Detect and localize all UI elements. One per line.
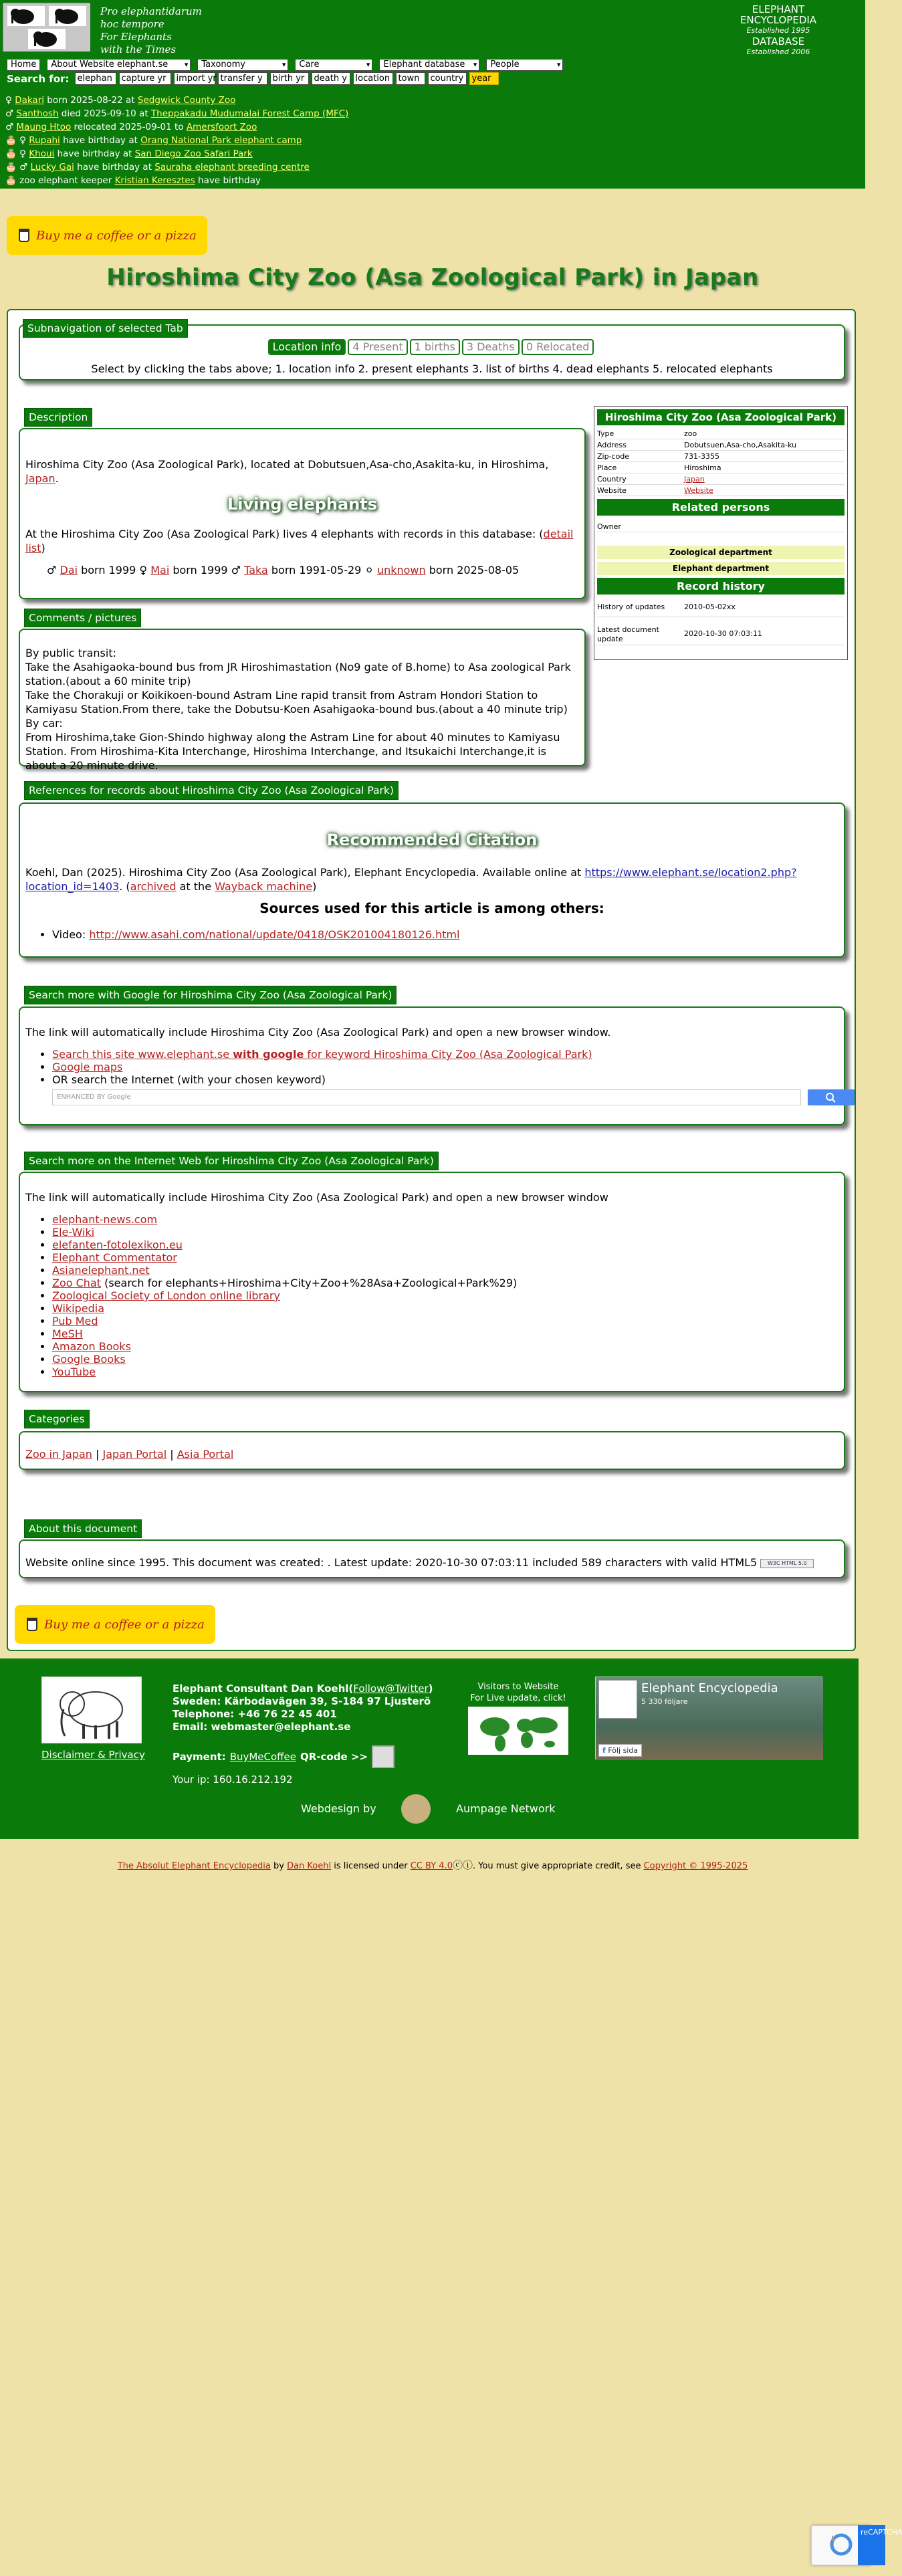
tab-births[interactable]: 1 births	[410, 339, 460, 355]
news-elephant-link[interactable]: Maung Htoo	[16, 122, 72, 132]
license-text: . You must give appropriate credit, see	[472, 1861, 644, 1871]
source-item	[52, 928, 459, 941]
elephant-link[interactable]: unknown	[376, 564, 426, 576]
elephant-list	[47, 563, 582, 577]
coffee-label: Buy me a coffee or a pizza	[36, 228, 197, 243]
home-button[interactable]: Home	[7, 59, 40, 71]
comments-text	[25, 646, 580, 772]
infobox-value: Dobutsuen,Asa-cho,Asakita-ku	[684, 441, 797, 449]
infobox-key: Latest document update	[597, 625, 659, 643]
country-link[interactable]: Japan	[25, 472, 55, 485]
infobox-row	[597, 597, 844, 617]
comment-line: Take the Chorakuji or Koikikoen-bound Astram Line rapid transit from Astram Hondori Station to Kamiyasu Station.From there, take the Dobutsu-Koen Asahigaoka-bound bus.(about a 40 minute trip)	[25, 689, 568, 716]
sources-list	[25, 928, 459, 941]
comment-line: From Hiroshima,take Gion-Shindo highway along the Astram Line for about 40 minutes to Kamiyasu Station. From Hiroshima-Kita Interchange, Hiroshima Interchange, and Itsukaichi Interchange,it is about a 20 minute drive.	[25, 731, 560, 772]
care-select[interactable]: Care ▾	[295, 59, 372, 71]
buymecoffee-link[interactable]: BuyMeCoffee	[229, 1751, 296, 1763]
subnav-instructions: Select by clicking the tabs above; 1. location info 2. present elephants 3. list of births 4. dead elephants 5. relocated elephants	[91, 362, 773, 375]
cc-license-link[interactable]: CC BY 4.0	[410, 1861, 453, 1871]
pubmed-link[interactable]: Pub Med	[52, 1315, 98, 1327]
internet-link-item	[52, 1366, 828, 1378]
internet-link-item	[52, 1239, 828, 1251]
birthday-cake-icon: 🎂 ♀	[5, 135, 26, 146]
buy-coffee-button-top[interactable]	[7, 216, 207, 255]
elephant-commentator-link[interactable]: Elephant Commentator	[52, 1251, 177, 1264]
google-search-box	[19, 1006, 845, 1125]
internet-search-label: OR search the Internet (with your chosen keyword)	[52, 1073, 326, 1086]
news-text: born 2025-08-22 at	[44, 95, 138, 106]
description-intro	[25, 457, 578, 486]
wayback-machine-link[interactable]: Wayback machine	[215, 880, 313, 893]
google-intro: The link will automatically include Hiroshima City Zoo (Asa Zoological Park) and open a new browser window.	[25, 1026, 611, 1039]
elephant-link[interactable]: Dai	[60, 564, 78, 576]
description-title: Description	[24, 408, 92, 427]
subnav-title: Subnavigation of selected Tab	[23, 319, 188, 338]
facebook-followers: 5 330 följare	[641, 1697, 688, 1706]
license-text: by	[270, 1861, 288, 1871]
recaptcha-tab[interactable]: reCAPTCHA	[858, 2525, 885, 2565]
internet-link-item	[52, 1340, 828, 1353]
news-item	[5, 174, 348, 187]
aumpage-logo-icon[interactable]	[401, 1794, 431, 1824]
address-line: Sweden: Kärbodavägen 39, S-184 97 Ljusterö	[173, 1695, 431, 1707]
google-site-search-item	[52, 1048, 828, 1061]
news-text: died 2025-09-10 at	[58, 108, 151, 119]
qr-label: QR-code >>	[300, 1751, 368, 1763]
site-header	[0, 0, 865, 189]
elephant-icon	[42, 1677, 142, 1744]
news-location-link[interactable]: Theppakadu Mudumalai Forest Camp (MFC)	[150, 108, 349, 119]
about-title: About this document	[24, 1519, 142, 1538]
internet-intro: The link will automatically include Hiroshima City Zoo (Asa Zoological Park) and open a new browser window	[25, 1191, 608, 1204]
visitors-label: Visitors to Website	[477, 1682, 559, 1692]
references-box	[19, 802, 845, 958]
motto-line: with the Times	[100, 43, 177, 56]
internet-search-box	[19, 1172, 845, 1392]
infobox-country-link[interactable]: Japan	[684, 475, 705, 484]
taxonomy-select[interactable]: Taxonomy ▾	[197, 59, 288, 71]
internet-link-item	[52, 1327, 828, 1340]
search-death-year-field[interactable]: death y	[312, 72, 350, 85]
infobox-key: Owner	[597, 522, 621, 531]
sources-heading: Sources used for this article is among others:	[259, 900, 604, 916]
link-text: for keyword Hiroshima City Zoo (Asa Zoological Park)	[304, 1048, 592, 1061]
news-text: have birthday at	[60, 135, 141, 146]
about-body: Website online since 1995. This document was created: . Latest update: 2020-10-30 07:03:11 included 589 characters with valid HTML5	[25, 1556, 758, 1569]
motto-line: Pro elephantidarum	[100, 5, 202, 17]
search-town-field[interactable]: town	[396, 72, 425, 85]
visitors-cta: For Live update, click!	[470, 1693, 566, 1703]
tab-relocated[interactable]: 0 Relocated	[522, 339, 594, 355]
internet-search-title: Search more on the Internet Web for Hiroshima City Zoo (Asa Zoological Park)	[24, 1152, 439, 1170]
search-year-field[interactable]: year	[469, 72, 499, 85]
elephant-department: Elephant department	[597, 562, 844, 575]
subnav-tabs	[20, 339, 844, 355]
people-select[interactable]: People ▾	[486, 59, 563, 71]
news-item	[5, 134, 348, 147]
news-elephant-link[interactable]: Lucky Gai	[30, 162, 74, 173]
category-link[interactable]: Japan Portal	[102, 1448, 167, 1461]
comments-box	[19, 629, 586, 772]
about-box	[19, 1539, 845, 1578]
zoological-department: Zoological department	[597, 546, 844, 559]
video-link[interactable]: http://www.asahi.com/national/update/0418/OSK201004180126.html	[89, 928, 460, 941]
asianelephant-link[interactable]: Asianelephant.net	[52, 1264, 150, 1277]
fotolexikon-link[interactable]: elefanten-fotolexikon.eu	[52, 1239, 183, 1251]
elephant-logo-icon	[3, 3, 90, 51]
intro-end: .	[55, 472, 59, 485]
detail-list-link[interactable]: detail list	[25, 528, 574, 554]
facebook-page-avatar	[598, 1680, 637, 1719]
elephant-info: born 1999	[81, 564, 136, 576]
coffee-label: Buy me a coffee or a pizza	[44, 1617, 205, 1632]
infobox-row	[597, 485, 844, 496]
qr-code-icon[interactable]	[372, 1745, 394, 1768]
infobox-title: Hiroshima City Zoo (Asa Zoological Park)	[597, 409, 844, 425]
youtube-link[interactable]: YouTube	[52, 1366, 96, 1378]
site-logo[interactable]	[3, 3, 90, 51]
internet-link-item	[52, 1264, 828, 1277]
site-motto	[100, 5, 202, 56]
webdesign-label: Webdesign by	[301, 1802, 376, 1815]
search-birth-year-field[interactable]: birth yr	[270, 72, 309, 85]
news-item	[5, 120, 348, 134]
google-books-link[interactable]: Google Books	[52, 1353, 126, 1366]
aumpage-network-link[interactable]: Aumpage Network	[456, 1802, 556, 1815]
birthday-cake-icon: 🎂 ♀	[5, 148, 26, 159]
search-icon	[808, 1089, 855, 1105]
internet-link-item	[52, 1251, 828, 1264]
news-elephant-link[interactable]: Santhosh	[16, 108, 59, 119]
search-label: Search for:	[7, 72, 70, 85]
db-title-line: ELEPHANT	[752, 3, 805, 15]
references-title: References for records about Hiroshima City Zoo (Asa Zoological Park)	[24, 781, 399, 800]
encyclopedia-link[interactable]: The Absolut Elephant Encyclopedia	[117, 1861, 271, 1871]
elephant-link[interactable]: Mai	[150, 564, 170, 576]
infobox-row	[597, 439, 844, 451]
news-item	[5, 160, 348, 174]
comment-line: By car:	[25, 717, 63, 730]
internet-link-item	[52, 1213, 828, 1226]
living-text-body: At the Hiroshima City Zoo (Asa Zoological Park) lives 4 elephants with records in this database: (	[25, 528, 544, 540]
recommended-citation-heading: Recommended Citation	[326, 831, 538, 849]
infobox-value: zoo	[684, 429, 697, 438]
about-text	[25, 1555, 814, 1570]
disclaimer-privacy-link[interactable]: Disclaimer & Privacy	[41, 1749, 145, 1761]
elephant-drawing	[41, 1677, 142, 1743]
amazon-books-link[interactable]: Amazon Books	[52, 1340, 131, 1353]
categories-list: Zoo in Japan | Japan Portal | Asia Portal	[25, 1448, 234, 1461]
female-icon: ♀	[5, 95, 12, 106]
search-import-year-field[interactable]: import yr	[174, 72, 215, 85]
news-elephant-link[interactable]: Khoui	[29, 148, 55, 159]
birthday-cake-icon: 🎂 ♂	[5, 162, 28, 173]
license-notice	[0, 1858, 865, 1872]
visitors-widget[interactable]	[468, 1681, 568, 1755]
world-map-icon	[468, 1707, 568, 1755]
twitter-follow-link[interactable]: Follow@Twitter	[353, 1683, 429, 1695]
db-title-line: Established 2006	[746, 47, 810, 56]
ele-wiki-link[interactable]: Ele-Wiki	[52, 1226, 95, 1239]
infobox-key: Place	[597, 463, 617, 472]
w3c-html5-badge[interactable]: W3C HTML 5.0	[760, 1559, 814, 1568]
infobox-value: 2020-10-30 07:03:11	[684, 629, 762, 638]
coffee-cup-icon	[19, 229, 29, 242]
news-location-link[interactable]: Amersfoort Zoo	[186, 122, 257, 132]
category-link[interactable]: Zoo in Japan	[25, 1448, 92, 1461]
infobox-value: 2010-05-02xx	[684, 603, 736, 611]
infobox-key: Type	[597, 429, 614, 438]
google-maps-link[interactable]: Google maps	[52, 1061, 123, 1073]
news-ticker	[5, 94, 348, 187]
email-line: Email: webmaster@elephant.se	[173, 1721, 351, 1733]
birthday-cake-icon: 🎂	[5, 175, 17, 186]
video-label: Video:	[52, 928, 86, 941]
license-text: is licensed under	[331, 1861, 411, 1871]
news-item	[5, 147, 348, 160]
search-capture-year-field[interactable]: capture yr	[119, 72, 171, 85]
author-link[interactable]: Dan Koehl	[287, 1861, 332, 1871]
comment-line: Take the Asahigaoka-bound bus from JR Hiroshimastation (No9 gate of B.home) to Asa zoological Park station.(about a 60 minite trip)	[25, 661, 571, 687]
male-icon: ♂	[231, 564, 241, 576]
zoo-chat-link[interactable]: Zoo Chat	[52, 1277, 102, 1289]
about-select[interactable]: About Website elephant.se ▾	[47, 59, 191, 71]
page-title: Hiroshima City Zoo (Asa Zoological Park) in Japan	[106, 264, 759, 291]
link-text-bold: with google	[233, 1048, 304, 1061]
elephant-info: born 1991-05-29	[271, 564, 362, 576]
contact-info	[173, 1683, 433, 1733]
search-location-field[interactable]: location	[353, 72, 393, 85]
living-elephants-heading: Living elephants	[227, 495, 378, 514]
infobox-website-link[interactable]: Website	[684, 486, 713, 495]
record-history-heading: Record history	[597, 578, 844, 595]
payment-label: Payment:	[173, 1751, 226, 1763]
news-location-link[interactable]: Sauraha elephant breeding centre	[154, 162, 310, 173]
copyright-link[interactable]: Copyright © 1995-2025	[643, 1861, 748, 1871]
tab-deaths[interactable]: 3 Deaths	[462, 339, 520, 355]
news-item	[5, 94, 348, 107]
search-elephant-field[interactable]: elephan	[75, 72, 116, 85]
buy-coffee-button-bottom[interactable]	[15, 1605, 215, 1644]
google-links	[25, 1048, 828, 1086]
infobox-key: Website	[597, 486, 627, 495]
infobox-value: 731-3355	[684, 452, 719, 461]
internet-link-item	[52, 1302, 828, 1315]
comment-line: By public transit:	[25, 647, 116, 659]
intro-text: Hiroshima City Zoo (Asa Zoological Park), located at Dobutsuen,Asa-cho,Asakita-ku, in Hiroshima,	[25, 458, 549, 471]
search-country-field[interactable]: country	[428, 72, 467, 85]
citation-url-link[interactable]: https://www.elephant.se/location2.php?location_id=1403	[25, 866, 797, 893]
zoo-chat-suffix: (search for elephants+Hiroshima+City+Zoo+%28Asa+Zoological+Park%29)	[101, 1277, 518, 1289]
location-infobox	[594, 406, 848, 660]
phone-line: Telephone: +46 76 22 45 401	[173, 1708, 337, 1720]
internet-link-item	[52, 1277, 828, 1289]
news-text: relocated 2025-09-01 to	[71, 122, 187, 132]
citation-text: Koehl, Dan (2025). Hiroshima City Zoo (Asa Zoological Park), Elephant Encyclopedia. Available online at https://www.elephant.se/location2.php?location_id=1403. (archived at the Wayback machine)	[25, 866, 797, 893]
infobox-row	[597, 521, 844, 532]
link-text: Search this site www.elephant.se	[52, 1048, 233, 1061]
elephant-info: born 2025-08-05	[429, 564, 520, 576]
news-elephant-link[interactable]: Rupahi	[29, 135, 60, 146]
archived-link[interactable]: archived	[130, 880, 177, 893]
infobox-row	[597, 462, 844, 473]
news-item	[5, 107, 348, 120]
site-footer	[0, 1658, 859, 1839]
categories-box	[19, 1431, 845, 1470]
consultant-name: Elephant Consultant Dan Koehl	[173, 1683, 349, 1695]
payment-line	[173, 1745, 394, 1768]
infobox-key: Address	[597, 441, 627, 449]
google-site-search-link[interactable]	[52, 1048, 592, 1061]
google-search-input[interactable]: ENHANCED BY Google	[52, 1089, 801, 1105]
facebook-page-title: Elephant Encyclopedia	[641, 1681, 778, 1695]
news-text: have birthday at	[54, 148, 135, 159]
motto-line: For Elephants	[100, 31, 172, 43]
description-box	[19, 428, 586, 599]
news-person-link[interactable]: Kristian Keresztes	[114, 175, 195, 186]
google-search-button[interactable]	[808, 1089, 855, 1105]
infobox-row	[597, 428, 844, 439]
news-location-link[interactable]: Sedgwick County Zoo	[137, 95, 236, 106]
google-maps-item	[52, 1061, 828, 1073]
infobox-key: Zip-code	[597, 452, 630, 461]
male-icon: ♂	[47, 564, 57, 576]
news-text: have birthday	[195, 175, 261, 186]
db-title-line: ENCYCLOPEDIA	[740, 14, 817, 26]
elephant-link[interactable]: Taka	[244, 564, 268, 576]
coffee-cup-icon	[27, 1618, 37, 1631]
citation-body: Koehl, Dan (2025). Hiroshima City Zoo (Asa Zoological Park), Elephant Encyclopedia. Available online at	[25, 866, 582, 879]
internet-link-item	[52, 1289, 828, 1302]
infobox-row	[597, 451, 844, 462]
infobox-row	[597, 623, 844, 645]
tab-location-info[interactable]: Location info	[268, 339, 346, 355]
search-bar	[7, 72, 499, 85]
male-icon: ♂	[5, 122, 14, 132]
category-link[interactable]: Asia Portal	[177, 1448, 234, 1461]
zsl-library-link[interactable]: Zoological Society of London online library	[52, 1289, 280, 1302]
news-text: have birthday at	[74, 162, 155, 173]
facebook-icon: f	[602, 1746, 606, 1755]
motto-line: hoc tempore	[100, 18, 164, 30]
facebook-follow-label: Följ sida	[608, 1746, 639, 1755]
mesh-link[interactable]: MeSH	[52, 1327, 83, 1340]
wikipedia-link[interactable]: Wikipedia	[52, 1302, 105, 1315]
cc-by-icon: ⓒⓘ	[452, 1859, 473, 1871]
living-text-end: )	[41, 542, 45, 554]
internet-link-item	[52, 1315, 828, 1327]
internet-search-item	[52, 1073, 828, 1086]
tab-present[interactable]: 4 Present	[348, 339, 407, 355]
news-location-link[interactable]: Orang National Park elephant camp	[140, 135, 302, 146]
related-persons-heading: Related persons	[597, 499, 844, 516]
ip-address: Your ip: 160.16.212.192	[173, 1774, 293, 1786]
google-search-title: Search more with Google for Hiroshima City Zoo (Asa Zoological Park)	[24, 986, 397, 1004]
wayback-pre: at the	[176, 880, 215, 893]
elephant-info: born 1999	[173, 564, 228, 576]
main-menu	[7, 59, 563, 71]
female-icon: ♀	[139, 564, 148, 576]
infobox-key: Country	[597, 475, 627, 484]
facebook-widget[interactable]	[595, 1677, 822, 1759]
male-icon: ♂	[5, 108, 14, 119]
news-elephant-link[interactable]: Dakari	[15, 95, 45, 106]
internet-links	[25, 1213, 828, 1378]
elephant-database-select[interactable]: Elephant database ▾	[379, 59, 479, 71]
infobox-row	[597, 473, 844, 485]
news-text: zoo elephant keeper	[19, 175, 115, 186]
database-title[interactable]	[718, 4, 838, 58]
internet-link-item	[52, 1353, 828, 1366]
db-title-line: DATABASE	[752, 35, 805, 47]
internet-link-item	[52, 1226, 828, 1239]
search-transfer-year-field[interactable]: transfer y	[218, 72, 267, 85]
news-location-link[interactable]: San Diego Zoo Safari Park	[134, 148, 253, 159]
infobox-key: History of updates	[597, 603, 665, 611]
facebook-follow-button[interactable]	[598, 1744, 642, 1757]
comments-title: Comments / pictures	[24, 609, 141, 627]
consultant-line: Elephant Consultant Dan Koehl(Follow@Twitter)	[173, 1683, 433, 1695]
db-title-line: Established 1995	[746, 26, 810, 35]
categories-title: Categories	[24, 1410, 90, 1428]
elephant-news-link[interactable]: elephant-news.com	[52, 1213, 158, 1226]
unknown-sex-icon: ⚪	[364, 564, 374, 576]
infobox-value: Hiroshima	[684, 463, 721, 472]
living-text	[25, 527, 578, 555]
